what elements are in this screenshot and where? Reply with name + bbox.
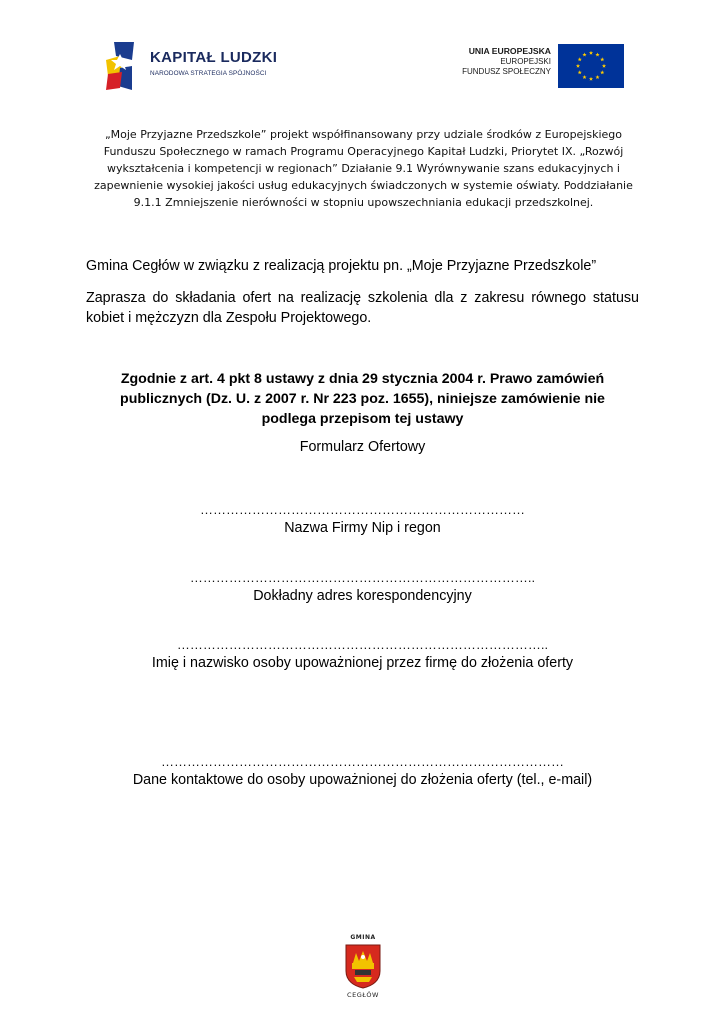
eu-line-1: UNIA EUROPEJSKA — [468, 46, 551, 56]
project-cofinancing-note: „Moje Przyjazne Przedszkole” projekt współfinansowany przy udziale środków z Europejskiego Funduszu Społecznego w ramach Programu Operacyjnego Kapitał Ludzki, Priorytet IX. „Rozwój wykształcenia i kompetencji w regionach” Działanie 9.1 Wyrównywanie szans edukacyjnych i zapewnienie wysokiej jakości usług edukacyjnych świadczonych w systemie oświaty. Poddziałanie 9.1.1 Zmniejszenie nierówności w stopniu upowszechniania edukacji przedszkolnej. — [94, 128, 633, 209]
kapital-ludzki-star-icon — [100, 38, 140, 94]
gmina-ceglow-logo — [334, 934, 392, 1004]
invitation-paragraph: Zaprasza do składania ofert na realizację szkolenia dla z zakresu równego statusu kobiet i mężczyzn dla Zespołu Projektowego. — [86, 290, 639, 326]
eu-logo — [455, 44, 625, 90]
contact-details-label: Dane kontaktowe do osoby upoważnionej do złożenia oferty (tel., e-mail) — [132, 772, 593, 788]
company-name-label: Nazwa Firmy Nip i regon — [284, 520, 441, 536]
crest-top-text: GMINA — [350, 934, 376, 941]
intro-paragraph: Gmina Cegłów w związku z realizacją projektu pn. „Moje Przyjazne Przedszkole” — [86, 258, 597, 274]
address-fill-line[interactable]: …………………………………………………………………….. — [189, 570, 536, 585]
kapital-ludzki-logo — [100, 38, 290, 96]
crest-bottom-text: CEGŁÓW — [347, 991, 379, 999]
contact-details-fill-line[interactable]: ………………………………………………………………………………… — [161, 754, 564, 769]
legal-notice: Zgodnie z art. 4 pkt 8 ustawy z dnia 29 stycznia 2004 r. Prawo zamówień publicznych (Dz. U. z 2007 r. Nr 223 poz. 1655), niniejsze zamówienie nie podlega przepisom tej ustawy — [120, 371, 605, 427]
kapital-ludzki-title: KAPITAŁ LUDZKI — [150, 49, 278, 66]
kapital-ludzki-subtitle: NARODOWA STRATEGIA SPÓJNOŚCI — [150, 70, 267, 77]
form-title: Formularz Ofertowy — [299, 439, 426, 455]
authorized-person-fill-line[interactable]: ………………………………………………………………………….. — [176, 637, 549, 652]
company-name-fill-line[interactable]: ………………………………………………………………… — [200, 502, 525, 517]
gmina-ceglow-crest-icon — [344, 943, 382, 989]
address-label: Dokładny adres korespondencyjny — [253, 588, 472, 604]
eu-line-2: EUROPEJSKI — [500, 57, 551, 66]
authorized-person-label: Imię i nazwisko osoby upoważnionej przez firmę do złożenia oferty — [151, 655, 574, 671]
eu-flag-icon — [558, 44, 624, 88]
eu-line-3: FUNDUSZ SPOŁECZNY — [462, 67, 551, 76]
